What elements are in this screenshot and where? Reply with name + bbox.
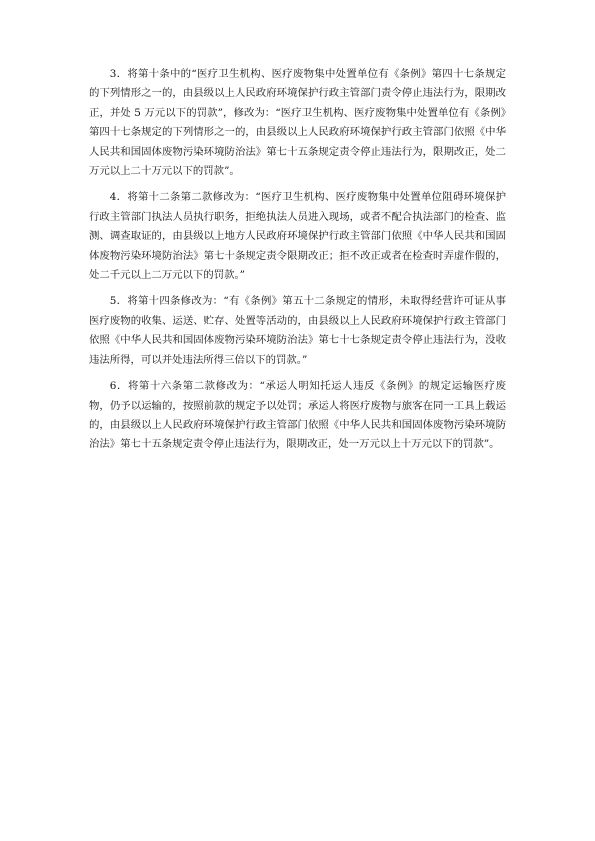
paragraph-item-6: 6．将第十六条第二款修改为：“承运人明知托运人违反《条例》的规定运输医疗废物，仍予以运输的，按照前款的规定予以处罚；承运人将医疗废物与旅客在同一工具上载运的，由县级以上人民政府环境保护行政主管部门依照《中华人民共和国固体废物污染环境防治法》第七十五条规定责令停止违法行为，限期改正，处一万元以上十万元以下的罚款”。 [89, 380, 506, 451]
paragraph-item-4: 4．将第十二条第二款修改为：“医疗卫生机构、医疗废物集中处置单位阻碍环境保护行政主管部门执法人员执行职务，拒绝执法人员进入现场，或者不配合执法部门的检查、监测、调查取证的，由县级以上地方人民政府环境保护行政主管部门依照《中华人民共和国固体废物污染环境防治法》第七十条规定责令限期改正；拒不改正或者在检查时弄虚作假的，处二千元以上二万元以下的罚款。” [89, 191, 506, 282]
document-body [89, 65, 506, 462]
paragraph-item-5: 5．将第十四条修改为：“有《条例》第五十二条规定的情形，未取得经营许可证从事医疗废物的收集、运送、贮存、处置等活动的，由县级以上人民政府环境保护行政主管部门依照《中华人民共和国固体废物污染环境防治法》第七十七条规定责令停止违法行为，没收违法所得，可以并处违法所得三倍以下的罚款。” [89, 295, 506, 366]
paragraph-item-3: 3．将第十条中的“医疗卫生机构、医疗废物集中处置单位有《条例》第四十七条规定的下列情形之一的，由县级以上人民政府环境保护行政主管部门责令停止违法行为，限期改正，并处 5 万元以下的罚款”，修改为：“医疗卫生机构、医疗废物集中处置单位有《条例》第四十七条规定的下列情形之一的，由县级以上人民政府环境保护行政主管部门依照《中华人民共和国固体废物污染环境防治法》第七十五条规定责令停止违法行为，限期改正，处二万元以上二十万元以下的罚款”。 [89, 68, 506, 178]
